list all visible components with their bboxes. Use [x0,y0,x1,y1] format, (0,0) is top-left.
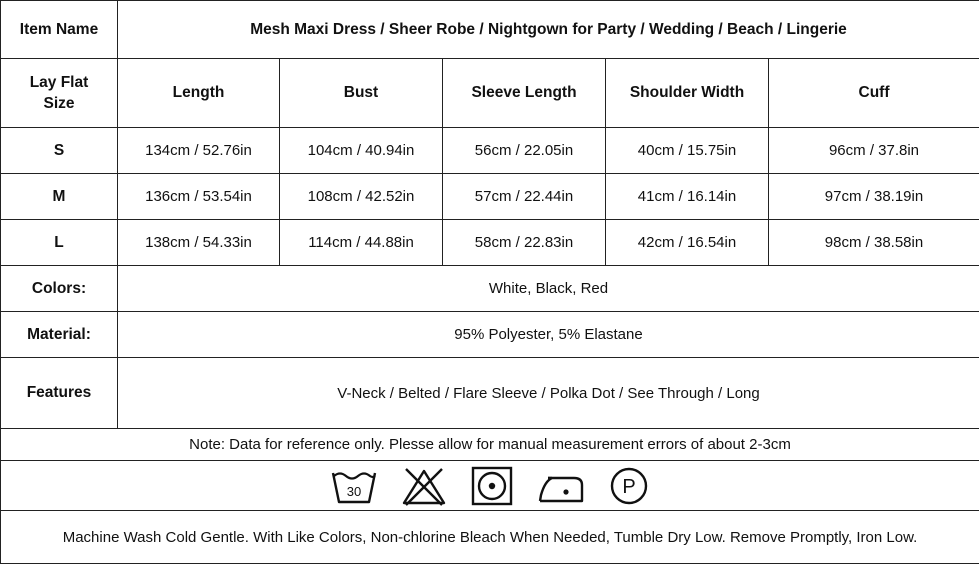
measurement-note: Note: Data for reference only. Plesse allow for manual measurement errors of about 2-3cm [1,429,979,461]
care-icons-cell [1,461,979,511]
table-row [1,220,979,266]
colors-label: Colors: [1,266,118,312]
table-cell: 42cm / 16.54in [606,220,769,266]
table-cell: 96cm / 37.8in [769,128,979,174]
table-row [1,128,979,174]
care-icons [1,465,979,507]
no-bleach-icon [400,465,448,507]
item-name-value: Mesh Maxi Dress / Sheer Robe / Nightgown for Party / Wedding / Beach / Lingerie [118,1,979,59]
colors-row [1,266,979,312]
care-text-row [1,511,979,564]
iron-low-icon [536,465,586,507]
lay-flat-size-label: Lay Flat Size [1,59,118,128]
care-icons-row [1,461,979,511]
table-cell: 97cm / 38.19in [769,174,979,220]
table-cell: 57cm / 22.44in [443,174,606,220]
care-instructions: Machine Wash Cold Gentle. With Like Colors, Non-chlorine Bleach When Needed, Tumble Dry Low. Remove Promptly, Iron Low. [1,511,979,564]
table-cell: 114cm / 44.88in [280,220,443,266]
item-name-row [1,1,979,59]
tumble-dry-low-icon [470,465,514,507]
table-cell: 56cm / 22.05in [443,128,606,174]
column-header-sleeve-length: Sleeve Length [443,59,606,128]
wash-30-icon [330,465,378,507]
table-cell: 138cm / 54.33in [118,220,280,266]
size-label: M [1,174,118,220]
column-header-row [1,59,979,128]
material-label: Material: [1,312,118,358]
size-label: L [1,220,118,266]
column-header-length: Length [118,59,280,128]
column-header-cuff: Cuff [769,59,979,128]
features-row [1,358,979,429]
column-header-bust: Bust [280,59,443,128]
table-cell: 104cm / 40.94in [280,128,443,174]
features-value: V-Neck / Belted / Flare Sleeve / Polka Dot / See Through / Long [118,358,979,429]
table-cell: 41cm / 16.14in [606,174,769,220]
features-label: Features [1,358,118,429]
svg-text:P: P [622,476,635,498]
column-header-shoulder-width: Shoulder Width [606,59,769,128]
table-cell: 108cm / 42.52in [280,174,443,220]
table-cell: 40cm / 15.75in [606,128,769,174]
table-cell: 58cm / 22.83in [443,220,606,266]
size-label: S [1,128,118,174]
table-cell: 136cm / 53.54in [118,174,280,220]
colors-value: White, Black, Red [118,266,979,312]
svg-text:30: 30 [347,484,361,499]
material-row [1,312,979,358]
material-value: 95% Polyester, 5% Elastane [118,312,979,358]
table-cell: 134cm / 52.76in [118,128,280,174]
item-name-label: Item Name [1,1,118,59]
dry-clean-p-icon [608,465,650,507]
note-row [1,429,979,461]
table-row [1,174,979,220]
table-cell: 98cm / 38.58in [769,220,979,266]
